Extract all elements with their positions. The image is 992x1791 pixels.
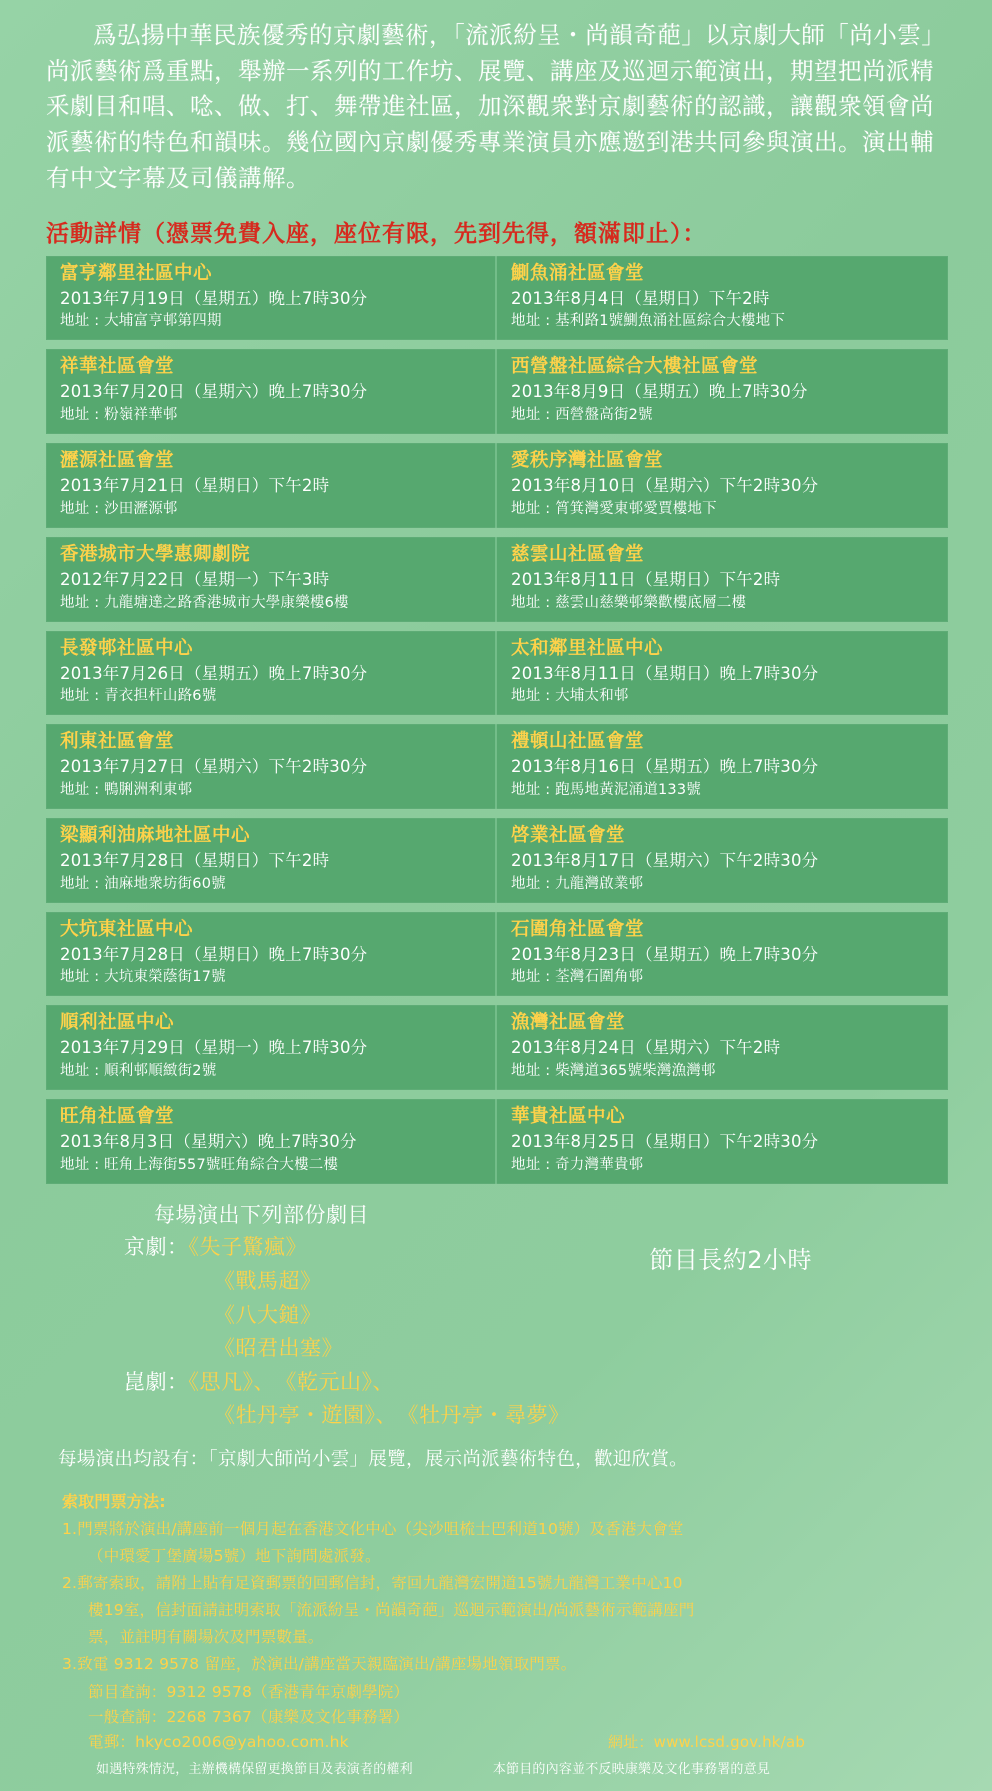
venue-address: 地址 : 粉嶺祥華邨 [60,407,178,424]
venue-list [46,256,948,1184]
venue-name: 旺角社區會堂 [60,1106,175,1128]
website-label[interactable]: 網址：www.lcsd.gov.hk/ab [608,1732,806,1751]
venue-address: 地址 : 九龍灣啟業邨 [511,875,644,892]
venue-address: 地址 : 青衣担杆山路6號 [60,688,217,705]
table-row [46,724,948,809]
venue-address: 地址 : 油麻地衆坊街60號 [60,875,226,892]
venue-entry[interactable] [497,631,948,716]
venue-name: 祥華社區會堂 [60,356,175,378]
ticket-method-list [62,1517,992,1678]
venue-entry[interactable] [46,724,497,809]
programme-jingju-line-2 [214,1265,946,1299]
table-row [46,443,948,528]
venue-name: 長發邨社區中心 [60,637,194,659]
venue-date: 2013年7月29日（星期一）晚上7時30分 [60,1038,368,1058]
table-row [46,537,948,622]
venue-name: 富亨鄰里社區中心 [60,262,213,284]
kunju-label: 崑劇： [124,1369,189,1394]
venue-date: 2013年8月3日（星期六）晚上7時30分 [60,1132,357,1152]
venue-name: 梁顯利油麻地社區中心 [60,825,251,846]
table-row [46,256,948,341]
venue-entry[interactable] [46,349,497,434]
contact-row [88,1730,992,1752]
venue-address: 地址 : 跑馬地黃泥涌道133號 [511,781,701,798]
kunju-items: 《思凡》、 《乾元山》、 [188,1369,394,1394]
venue-entry[interactable] [46,818,497,903]
general-enquiry: 一般查詢：2268 7367（康樂及文化事務署） [88,1707,410,1726]
programme-duration: 節目長約2小時 [649,1245,812,1274]
venue-entry[interactable] [46,912,497,997]
venue-entry[interactable] [497,1005,948,1090]
programme-enquiry: 節目查詢：9312 9578（香港青年京劇學院） [88,1682,410,1701]
venue-name: 香港城市大學惠卿劇院 [60,543,251,565]
venue-entry[interactable] [46,256,497,341]
venue-entry[interactable] [497,1099,948,1184]
programme-kunju-line-1 [124,1366,946,1400]
table-row [46,1099,948,1184]
venue-date: 2013年7月28日（星期日）晚上7時30分 [60,944,368,964]
venue-date: 2013年7月21日（星期日）下午2時 [60,476,330,496]
table-row [46,1005,948,1090]
venue-date: 2013年8月17日（星期六）下午2時30分 [511,850,819,870]
venue-name: 利東社區會堂 [60,731,175,753]
venue-name: 石圍角社區會堂 [511,918,645,940]
venue-address: 地址 : 旺角上海街557號旺角綜合大樓二樓 [60,1156,339,1173]
list-item: 1.門票將於演出/講座前一個月起在香港文化中心（尖沙咀梳士巴利道10號）及香港大會堂 [62,1519,684,1538]
list-item: 樓19室，信封面請註明索取「流派紛呈・尚韻奇葩」巡迴示範演出/尚派藝術示範講座門 [88,1601,695,1620]
venue-date: 2013年7月28日（星期日）下午2時 [60,850,330,870]
venue-entry[interactable] [46,1099,497,1184]
jingju-item: 《失子驚瘋》 [188,1235,307,1260]
venue-date: 2013年8月11日（星期日）晚上7時30分 [511,663,819,683]
programme-jingju-line-3 [214,1299,946,1333]
venue-name: 慈雲山社區會堂 [511,543,645,565]
venue-address: 地址 : 沙田瀝源邨 [60,500,178,517]
venue-date: 2013年8月4日（星期日）下午2時 [511,288,770,308]
venue-entry[interactable] [497,912,948,997]
email-label[interactable]: 電郵：hkyco2006@yahoo.com.hk [88,1732,349,1751]
venue-entry[interactable] [497,537,948,622]
venue-entry[interactable] [46,1005,497,1090]
venue-address: 地址 : 西營盤高街2號 [511,407,653,424]
jingju-item: 《八大鎚》 [214,1302,322,1327]
venue-name: 禮頓山社區會堂 [511,731,645,753]
venue-entry[interactable] [497,724,948,809]
intro-paragraph: 爲弘揚中華民族優秀的京劇藝術，「流派紛呈・尚韻奇葩」以京劇大師「尚小雲」尚派藝術爲重點，舉辦一系列的工作坊、展覽、講座及巡迴示範演出，期望把尚派精釆劇目和唱、唸、做、打、舞帶進社區，加深觀衆對京劇藝術的認識，讓觀衆領會尚派藝術的特色和韻味。幾位國內京劇優秀專業演員亦應邀到港共同參與演出。演出輔有中文字幕及司儀講解。 [46,21,946,192]
jingju-item: 《戰馬超》 [214,1269,322,1294]
jingju-item: 《昭君出塞》 [214,1336,343,1361]
venue-address: 地址 : 奇力灣華貴邨 [511,1156,644,1173]
venue-name: 漁灣社區會堂 [511,1012,626,1034]
jingju-label: 京劇： [124,1235,189,1260]
table-row [46,818,948,903]
venue-address: 地址 : 柴灣道365號柴灣漁灣邨 [511,1063,716,1080]
venue-date: 2013年8月24日（星期六）下午2時 [511,1038,781,1058]
table-row [46,912,948,997]
venue-entry[interactable] [46,443,497,528]
venue-name: 大坑東社區中心 [60,918,194,940]
venue-address: 地址 : 大埔富亨邨第四期 [60,313,222,330]
venue-address: 地址 : 鴨脷洲利東邨 [60,781,193,798]
venue-name: 啓業社區會堂 [511,825,626,846]
venue-entry[interactable] [497,256,948,341]
venue-address: 地址 : 基利路1號鰂魚涌社區綜合大樓地下 [511,313,786,330]
venue-date: 2013年7月20日（星期六）晚上7時30分 [60,382,368,402]
exhibition-note: 每場演出均設有：「京劇大師尚小雲」展覽，展示尚派藝術特色，歡迎欣賞。 [58,1449,688,1470]
programme-section [0,1200,992,1433]
venue-date: 2013年7月26日（星期五）晚上7時30分 [60,663,368,683]
venue-name: 華貴社區中心 [511,1106,626,1128]
venue-address: 地址 : 慈雲山慈樂邨樂歡樓底層二樓 [511,594,747,611]
list-item: 3.致電 9312 9578 留座，於演出/講座當天親臨演出/講座場地領取門票。 [62,1655,577,1674]
venue-entry[interactable] [497,443,948,528]
venue-name: 太和鄰里社區中心 [511,637,664,659]
venue-address: 地址 : 大埔太和邨 [511,688,629,705]
venue-name: 鰂魚涌社區會堂 [511,262,645,284]
venue-date: 2013年8月9日（星期五）晚上7時30分 [511,382,808,402]
programme-jingju-line-1 [124,1231,946,1265]
list-item: （中環愛丁堡廣場5號）地下詢問處派發。 [88,1547,381,1566]
programme-kunju-line-2 [214,1399,946,1433]
venue-address: 地址 : 荃灣石圍角邨 [511,969,644,986]
table-row [46,349,948,434]
venue-entry[interactable] [46,537,497,622]
venue-entry[interactable] [497,349,948,434]
footnote-left: 如遇特殊情況，主辦機構保留更換節目及表演者的權利 [96,1762,413,1777]
footnotes [0,1758,992,1777]
venue-name: 西營盤社區綜合大樓社區會堂 [511,356,759,378]
footnote-right: 本節目的內容並不反映康樂及文化事務署的意見 [492,1762,771,1777]
venue-date: 2013年8月11日（星期日）下午2時 [511,569,781,589]
venue-address: 地址 : 九龍塘達之路香港城市大學康樂樓6樓 [60,594,349,611]
venue-date: 2013年8月10日（星期六）下午2時30分 [511,476,819,496]
table-row [46,631,948,716]
ticket-heading: 索取門票方法: [62,1492,166,1511]
ticket-section [62,1489,992,1752]
venue-date: 2013年7月19日（星期五）晚上7時30分 [60,288,368,308]
venue-date: 2013年8月16日（星期五）晚上7時30分 [511,757,819,777]
venue-address: 地址 : 筲箕灣愛東邨愛賈樓地下 [511,500,717,517]
venue-name: 瀝源社區會堂 [60,450,175,472]
venue-entry[interactable] [497,818,948,903]
list-item: 2.郵寄索取，請附上貼有足資郵票的回郵信封，寄回九龍灣宏開道15號九龍灣工業中心10 [62,1574,683,1593]
venue-date: 2012年7月22日（星期一）下午3時 [60,569,330,589]
venue-date: 2013年8月25日（星期日）下午2時30分 [511,1132,819,1152]
venue-date: 2013年8月23日（星期五）晚上7時30分 [511,944,819,964]
venue-date: 2013年7月27日（星期六）下午2時30分 [60,757,368,777]
programme-jingju-line-4 [214,1332,946,1366]
programme-title: 每場演出下列部份劇目 [154,1202,369,1227]
event-details-heading: 活動詳情（憑票免費入座，座位有限，先到先得，額滿即止）： [46,220,707,247]
venue-name: 愛秩序灣社區會堂 [511,450,664,472]
list-item: 票，並註明有關場次及門票數量。 [88,1628,324,1647]
venue-entry[interactable] [46,631,497,716]
venue-address: 地址 : 順利邨順緻街2號 [60,1063,217,1080]
venue-name: 順利社區中心 [60,1012,175,1034]
venue-address: 地址 : 大坑東榮蔭街17號 [60,969,226,986]
kunju-items: 《牡丹亭・遊園》、 《牡丹亭・尋夢》 [214,1403,570,1428]
